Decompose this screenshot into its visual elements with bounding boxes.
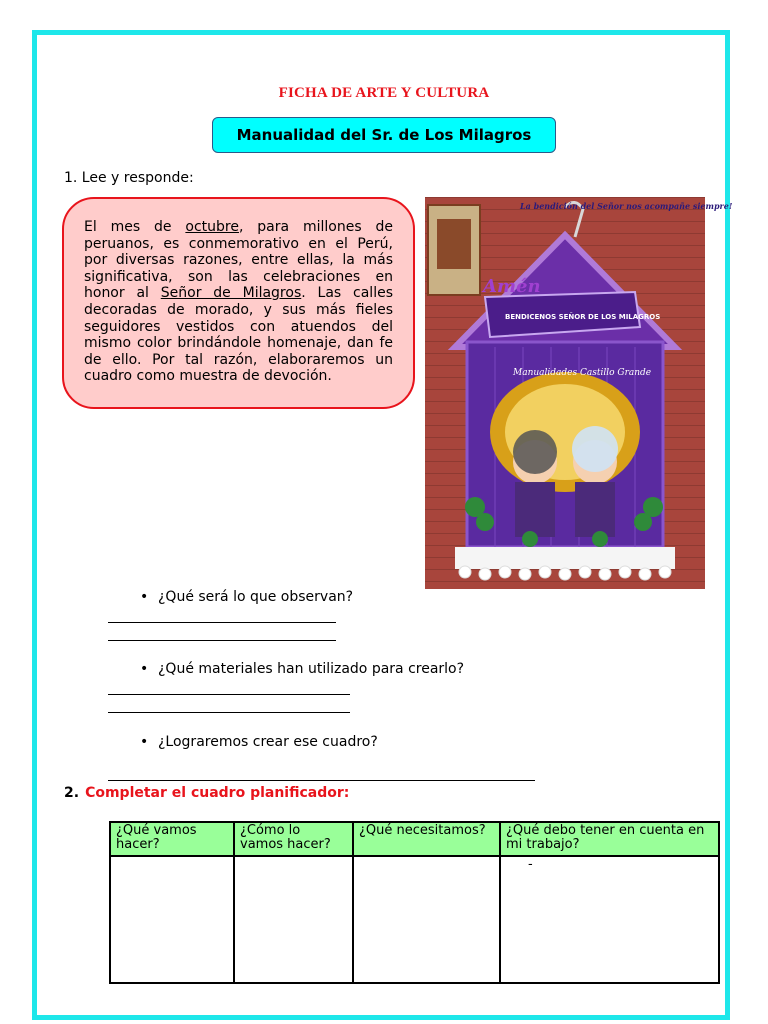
table-header-row — [110, 822, 719, 856]
paragraph-part3: . Las calles decoradas de morado, y sus más fieles seguidores vestidos con atuendos del mismo color brindándole homenaje, dan fe de ello. Por tal razón, elaboraremos un cuadro como muestra de devoción. — [84, 285, 393, 385]
answer-line[interactable] — [108, 780, 535, 781]
craft-banner-text: BENDICENOS SEÑOR DE LOS MILAGROS — [505, 313, 661, 321]
page-title: FICHA DE ARTE Y CULTURA — [278, 85, 490, 101]
table-cell[interactable] — [353, 856, 500, 983]
paragraph-underline-senor: Señor de Milagros — [160, 285, 302, 302]
answer-line[interactable] — [108, 712, 350, 713]
table-cell[interactable] — [500, 856, 719, 983]
question-3 — [140, 734, 378, 750]
bullet-dot: • — [140, 661, 149, 677]
question-1-text: ¿Qué será lo que observan? — [158, 589, 354, 605]
question-1 — [140, 589, 353, 605]
section2-title: Completar el cuadro planificador: — [85, 785, 350, 801]
table-header-cell: ¿Qué debo tener en cuenta en mi trabajo? — [500, 822, 719, 856]
paragraph-part1: El mes de — [84, 219, 186, 235]
subtitle-box — [212, 117, 556, 153]
craft-amen-text: Amén — [483, 276, 541, 297]
planning-table — [109, 821, 720, 984]
table-cell[interactable] — [110, 856, 234, 983]
question-3-text: ¿Lograremos crear ese cuadro? — [158, 734, 378, 750]
paragraph-underline-octubre: octubre — [185, 219, 239, 235]
bullet-dot: • — [140, 589, 149, 605]
answer-line[interactable] — [108, 694, 350, 695]
craft-photo — [425, 197, 733, 589]
subtitle-text: Manualidad del Sr. de Los Milagros — [236, 126, 532, 144]
table-header-cell: ¿Qué necesitamos? — [353, 822, 500, 856]
section2-number: 2. — [64, 785, 80, 801]
section2-heading — [64, 785, 349, 801]
table-dash: - — [528, 857, 533, 872]
table-header-cell: ¿Qué vamos hacer? — [110, 822, 234, 856]
paragraph-part2: , para millones de peruanos, es conmemorativo en el Perú, por diversas razones, entre ellas, la más significativa, son las celebraciones en honor al — [84, 219, 393, 302]
craft-brand-text: Manualidades Castillo Grande — [513, 368, 652, 378]
question-2-text: ¿Qué materiales han utilizado para crearlo? — [158, 661, 465, 677]
craft-illustration — [425, 197, 733, 589]
section1-heading: 1. Lee y responde: — [64, 170, 194, 186]
table-row — [110, 856, 719, 983]
craft-top-text: La bendición del Señor nos acompañe siempre! — [520, 201, 733, 211]
table-cell[interactable] — [234, 856, 353, 983]
bullet-dot: • — [140, 734, 149, 750]
reading-bubble — [62, 197, 415, 409]
answer-line[interactable] — [108, 640, 336, 641]
answer-line[interactable] — [108, 622, 336, 623]
question-2 — [140, 661, 464, 677]
table-header-cell: ¿Cómo lo vamos hacer? — [234, 822, 353, 856]
